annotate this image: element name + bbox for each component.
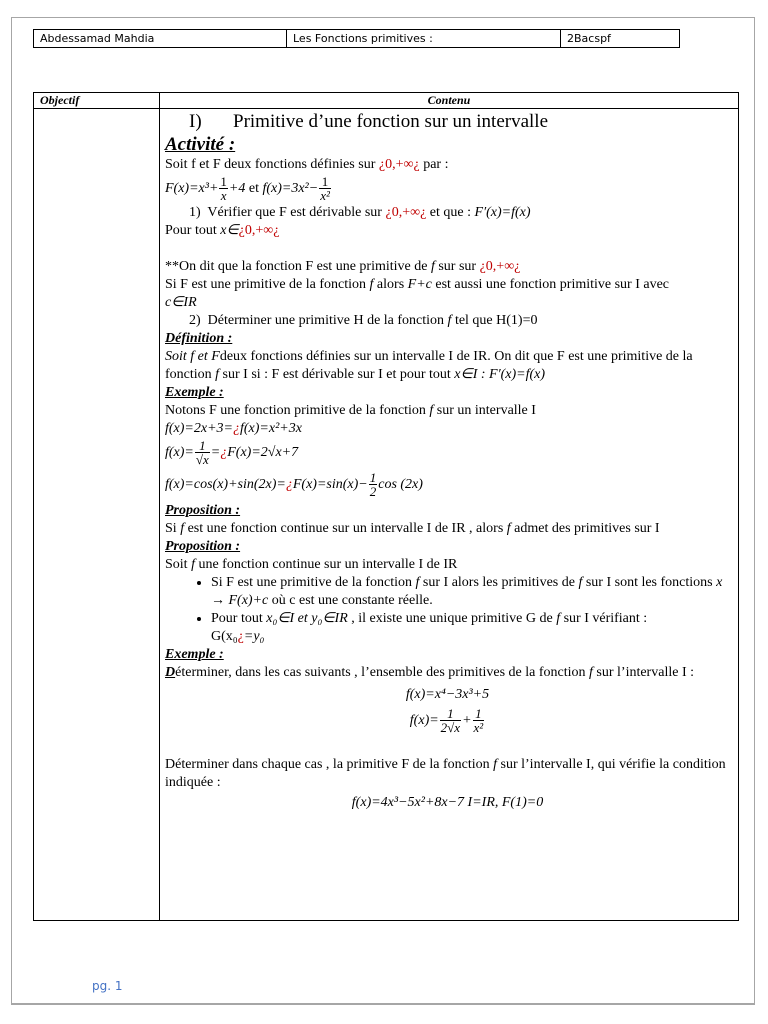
- column-header-objectif: Objectif: [40, 93, 80, 107]
- column-divider: [159, 93, 160, 920]
- header-author: Abdessamad Mahdia: [34, 30, 287, 48]
- example-label: Exemple :: [165, 385, 224, 400]
- example-1: f(x)=2x+3=¿f(x)=x²+3x: [165, 421, 302, 436]
- definition-label: Définition :: [165, 331, 233, 346]
- activite-intro: Soit f et F deux fonctions définies sur ¿0,+∞¿ par :: [165, 157, 449, 172]
- last-exercise-eq: f(x)=4x³−5x²+8x−7 I=IR, F(1)=0: [351, 795, 544, 810]
- section-heading: [165, 110, 730, 134]
- pour-tout-line: Pour tout x∈¿0,+∞¿: [165, 223, 280, 238]
- primitive-constant-line: Si F est une primitive de la fonction f alors F+c est aussi une fonction primitive sur I avec: [165, 277, 670, 292]
- fraction-1-over-x2-b: $\frac{1}{\text{x²}}$: [473, 706, 484, 736]
- last-exercise-text: Déterminer dans chaque cas , la primitive F de la fonction f sur l’intervalle I, qui vérifie la condition indiquée :: [165, 757, 726, 790]
- exercise-eq-1: f(x)=x⁴−3x³+5: [405, 687, 490, 702]
- example-3: f(x)=cos(x)+sin(2x)=¿F(x)=sin(x)− $\frac{1}{2}$ cos (2x): [165, 470, 423, 500]
- example-2-label: Exemple :: [165, 647, 224, 662]
- column-header-contenu: Contenu: [427, 93, 471, 107]
- determine-text: Déterminer, dans les cas suivants , l’ensemble des primitives de la fonction f sur l’intervalle I :: [165, 665, 694, 680]
- example-intro: Notons F une fonction primitive de la fonction f sur un intervalle I: [165, 403, 536, 418]
- proposition-1-text: Si f est une fonction continue sur un intervalle I de IR , alors f admet des primitives sur I: [165, 521, 660, 536]
- c-in-ir: c∈IR: [165, 295, 197, 310]
- section-number: I): [189, 111, 202, 132]
- list-item: • Si F est une primitive de la fonction f sur I alors les primitives de f sur I sont les fonctions x → F(x)+c où c est une constante réelle.: [211, 574, 730, 610]
- header-row-divider: [34, 108, 738, 109]
- activite-label: Activité :: [165, 134, 236, 155]
- fraction-1-over-x: $\frac{1}{x}$: [220, 174, 227, 204]
- question-2: 2) Déterminer une primitive H de la fonction f tel que H(1)=0: [189, 313, 538, 328]
- primitive-note: **On dit que la fonction F est une primitive de f sur sur ¿0,+∞¿: [165, 259, 521, 274]
- list-item: • Pour tout x₀∈I et y₀∈IR , il existe une unique primitive G de f sur I vérifiant : G(x₀¿=y₀: [211, 610, 730, 646]
- header-subject: Les Fonctions primitives :: [287, 30, 561, 48]
- fraction-1-over-2sqrt-x: $\frac{1}{2√x}$: [440, 706, 461, 736]
- question-1: 1) Vérifier que F est dérivable sur ¿0,+∞¿ et que : F′(x)=f(x): [189, 205, 531, 220]
- content-cell: [165, 110, 730, 812]
- example-2: f(x)= $\frac{1}{√x}$ =¿F(x)=2√x+7: [165, 438, 299, 468]
- header-table: [33, 29, 680, 48]
- proposition-2-label: Proposition :: [165, 539, 241, 554]
- section-title: Primitive d’une fonction sur un intervalle: [233, 111, 549, 132]
- proposition-bullets: [165, 574, 730, 646]
- header-level: 2Bacspf: [561, 30, 680, 48]
- fraction-1-over-x2: $\frac{1}{\text{x²}}$: [320, 174, 330, 204]
- fraction-1-over-sqrt-x: $\frac{1}{√x}$: [195, 438, 209, 468]
- page-number: pg. 1: [92, 979, 123, 993]
- fraction-1-over-2: $\frac{1}{2}$: [369, 470, 377, 500]
- proposition-2-text: Soit f une fonction continue sur un intervalle I de IR: [165, 557, 458, 572]
- function-definitions: F(x)=x³+ $\frac{1}{x}$ +4 et f(x)=3x²− $\frac{1}{\text{x²}}$: [165, 174, 330, 204]
- definition-text: Soit f et Fdeux fonctions définies sur un intervalle I de IR. On dit que F est une primitive de la fonction f sur I si : F est dérivable sur I et pour tout x∈I : F′(x)=f(x): [165, 349, 693, 382]
- exercise-eq-2: f(x)= $\frac{1}{2√x}$ + $\frac{1}{\text{x²}}$: [409, 706, 484, 736]
- proposition-1-label: Proposition :: [165, 503, 241, 518]
